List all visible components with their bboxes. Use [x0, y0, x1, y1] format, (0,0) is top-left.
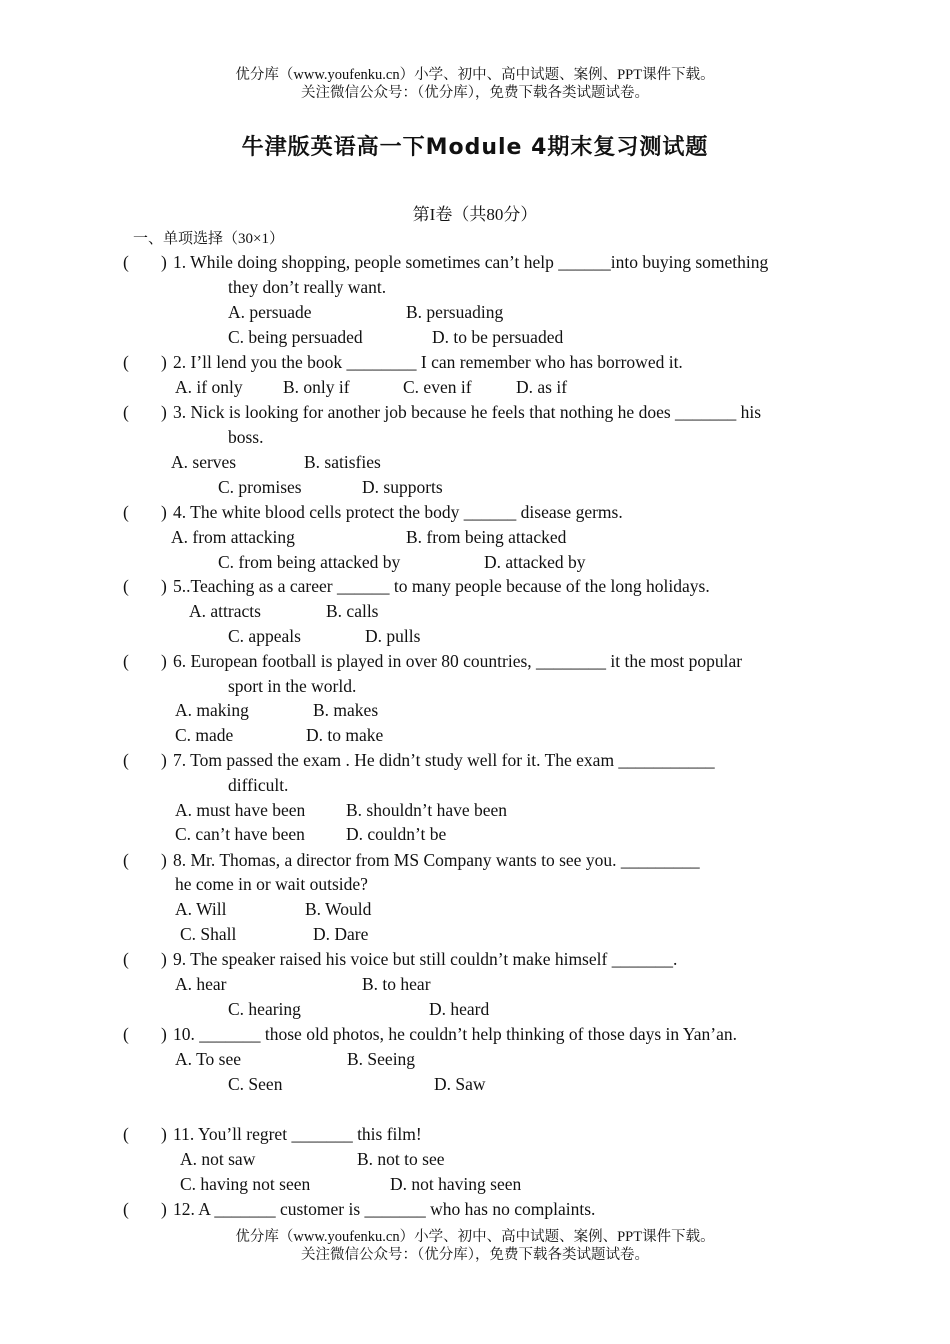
option-d: D. attacked by — [484, 552, 586, 572]
option-b: B. calls — [326, 601, 379, 621]
option-c: C. can’t have been — [175, 824, 305, 844]
option-d: D. to make — [306, 725, 384, 745]
option-b: B. to hear — [362, 974, 431, 994]
question-stem-continued: sport in the world. — [228, 676, 357, 696]
answer-paren-close: ) — [161, 502, 167, 522]
option-c: C. appeals — [228, 626, 301, 646]
page-title: 牛津版英语高一下Module 4期末复习测试题 — [241, 135, 709, 160]
site-header-line2: 关注微信公众号：（优分库），免费下载各类试题试卷。 — [301, 85, 649, 101]
option-b: B. Seeing — [347, 1049, 416, 1069]
question-stem-continued: they don’t really want. — [228, 277, 387, 297]
option-c: C. hearing — [228, 999, 301, 1019]
option-d: D. supports — [362, 477, 443, 497]
option-b: B. from being attacked — [406, 527, 567, 547]
answer-paren-close: ) — [161, 651, 167, 671]
question-stem: 7. Tom passed the exam . He didn’t study well for it. The exam ___________ — [173, 750, 715, 770]
question-stem: 3. Nick is looking for another job because he feels that nothing he does _______ his — [173, 402, 762, 422]
option-a: A. must have been — [175, 800, 306, 820]
answer-paren-close: ) — [161, 949, 167, 969]
question-stem: 2. I’ll lend you the book ________ I can remember who has borrowed it. — [173, 352, 683, 372]
question-stem: 11. You’ll regret _______ this film! — [173, 1124, 422, 1144]
option-b: B. makes — [313, 700, 379, 720]
answer-paren-open: ( — [123, 502, 129, 522]
option-b: B. satisfies — [304, 452, 381, 472]
option-d: D. pulls — [365, 626, 421, 646]
answer-paren-close: ) — [161, 1199, 167, 1219]
question-stem: 10. _______ those old photos, he couldn’t help thinking of those days in Yan’an. — [173, 1024, 738, 1044]
answer-paren-open: ( — [123, 850, 129, 870]
option-a: A. serves — [171, 452, 237, 472]
question-stem: 9. The speaker raised his voice but still couldn’t make himself _______. — [173, 949, 678, 969]
question-stem: 12. A _______ customer is _______ who has no complaints. — [173, 1199, 596, 1219]
answer-paren-open: ( — [123, 402, 129, 422]
answer-paren-open: ( — [123, 1199, 129, 1219]
answer-paren-open: ( — [123, 750, 129, 770]
option-c: C. made — [175, 725, 234, 745]
question-stem-continued: difficult. — [228, 775, 289, 795]
option-c: C. having not seen — [180, 1174, 311, 1194]
part-heading: 第I卷（共80分） — [412, 205, 538, 224]
question-stem: 8. Mr. Thomas, a director from MS Company wants to see you. _________ — [173, 850, 700, 870]
option-d: D. Dare — [313, 924, 369, 944]
option-d: D. not having seen — [390, 1174, 522, 1194]
question-stem: 1. While doing shopping, people sometimes can’t help ______into buying something — [173, 252, 769, 272]
option-a: A. Will — [175, 899, 227, 919]
option-c: C. Shall — [180, 924, 237, 944]
answer-paren-open: ( — [123, 576, 129, 596]
answer-paren-close: ) — [161, 1124, 167, 1144]
answer-paren-open: ( — [123, 949, 129, 969]
answer-paren-close: ) — [161, 402, 167, 422]
site-header-line1: 优分库（www.youfenku.cn）小学、初中、高中试题、案例、PPT课件下载。 — [235, 67, 715, 83]
option-a: A. if only — [175, 377, 243, 397]
answer-paren-open: ( — [123, 1124, 129, 1144]
option-b: B. only if — [283, 377, 350, 397]
answer-paren-close: ) — [161, 252, 167, 272]
option-d: D. couldn’t be — [346, 824, 447, 844]
option-c: C. promises — [218, 477, 302, 497]
answer-paren-open: ( — [123, 651, 129, 671]
option-b: B. persuading — [406, 302, 504, 322]
option-a: A. making — [175, 700, 249, 720]
section-heading: 一、单项选择（30×1） — [133, 231, 284, 247]
site-footer-line2: 关注微信公众号：（优分库），免费下载各类试题试卷。 — [301, 1247, 649, 1263]
question-stem: 6. European football is played in over 80 countries, ________ it the most popular — [173, 651, 743, 671]
option-c: C. even if — [403, 377, 472, 397]
option-a: A. To see — [175, 1049, 242, 1069]
option-a: A. not saw — [180, 1149, 256, 1169]
answer-paren-close: ) — [161, 352, 167, 372]
option-c: C. Seen — [228, 1074, 283, 1094]
option-d: D. heard — [429, 999, 490, 1019]
question-stem: 4. The white blood cells protect the body ______ disease germs. — [173, 502, 623, 522]
option-b: B. not to see — [357, 1149, 445, 1169]
option-a: A. persuade — [228, 302, 312, 322]
question-stem: 5..Teaching as a career ______ to many people because of the long holidays. — [173, 576, 710, 596]
option-d: D. to be persuaded — [432, 327, 564, 347]
answer-paren-close: ) — [161, 1024, 167, 1044]
answer-paren-open: ( — [123, 352, 129, 372]
question-stem-continued: he come in or wait outside? — [175, 874, 368, 894]
answer-paren-close: ) — [161, 850, 167, 870]
option-c: C. being persuaded — [228, 327, 363, 347]
answer-paren-close: ) — [161, 576, 167, 596]
option-a: A. attracts — [189, 601, 261, 621]
answer-paren-close: ) — [161, 750, 167, 770]
option-b: B. shouldn’t have been — [346, 800, 508, 820]
option-b: B. Would — [305, 899, 372, 919]
answer-paren-open: ( — [123, 252, 129, 272]
option-a: A. hear — [175, 974, 227, 994]
site-footer-line1: 优分库（www.youfenku.cn）小学、初中、高中试题、案例、PPT课件下载。 — [235, 1229, 715, 1245]
option-c: C. from being attacked by — [218, 552, 401, 572]
option-d: D. as if — [516, 377, 568, 397]
question-stem-continued: boss. — [228, 427, 264, 447]
option-a: A. from attacking — [171, 527, 295, 547]
option-d: D. Saw — [434, 1074, 486, 1094]
answer-paren-open: ( — [123, 1024, 129, 1044]
